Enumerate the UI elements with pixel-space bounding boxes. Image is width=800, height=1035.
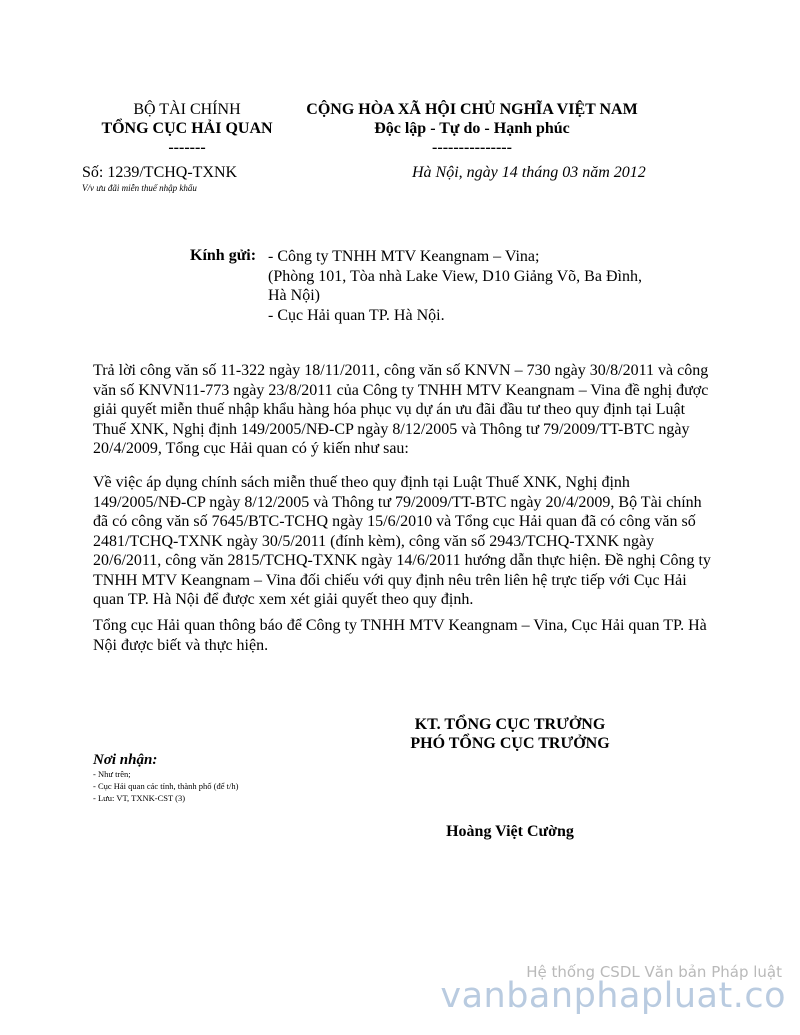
national-header-block <box>292 100 652 157</box>
document-number: Số: 1239/TCHQ-TXNK <box>82 164 238 181</box>
header-left-divider: ------- <box>168 139 206 156</box>
recipient-line: - Công ty TNHH MTV Keangnam – Vina; <box>268 248 540 265</box>
watermark-site: vanbanphapluat.co <box>440 976 786 1016</box>
header-right-divider: --------------- <box>432 139 512 156</box>
distribution-item: - Cục Hải quan các tỉnh, thành phố (để t/h) <box>93 781 239 791</box>
body-paragraph: Tổng cục Hải quan thông báo để Công ty TNHH MTV Keangnam – Vina, Cục Hải quan TP. Hà Nội được biết và thực hiện. <box>93 617 707 654</box>
distribution-item: - Lưu: VT, TXNK-CST (3) <box>93 793 186 803</box>
distribution-item: - Như trên; <box>93 769 131 779</box>
recipients-label: Kính gửi: <box>190 247 257 264</box>
national-motto: Độc lập - Tự do - Hạnh phúc <box>374 120 570 137</box>
signature-title <box>380 715 640 753</box>
body-paragraph: Về việc áp dụng chính sách miễn thuế theo quy định tại Luật Thuế XNK, Nghị định 149/2005/NĐ-CP ngày 8/12/2005 và Thông tư 79/2009/TT-BTC ngày 20/4/2009, Bộ Tài chính đã có công văn số 7645/BTC-TCHQ ngày 15/6/2010 và Tổng cục Hải quan đã có công văn số 2481/TCHQ-TXNK ngày 30/5/2011 (đính kèm), công văn số 2943/TCHQ-TXNK ngày 20/6/2011, công văn 2815/TCHQ-TXNK ngày 14/6/2011 hướng dẫn thực hiện. Đề nghị Công ty TNHH MTV Keangnam – Vina đối chiếu với quy định nêu trên liên hệ trực tiếp với Cục Hải quan TP. Hà Nội để được xem xét giải quyết theo quy định. <box>93 474 711 608</box>
signature-title-line: KT. TỔNG CỤC TRƯỞNG <box>414 716 606 733</box>
ministry-name: BỘ TÀI CHÍNH <box>133 101 241 118</box>
recipients-list <box>268 247 688 325</box>
distribution-title: Nơi nhận: <box>93 752 158 768</box>
watermark-tagline: Hệ thống CSDL Văn bản Pháp luật <box>526 963 782 981</box>
issuing-authority-block <box>82 100 292 157</box>
recipient-line: Hà Nội) <box>268 287 320 304</box>
country-name: CỘNG HÒA XÃ HỘI CHỦ NGHĨA VIỆT NAM <box>306 101 638 118</box>
document-subject: V/v ưu đãi miễn thuế nhập khẩu <box>82 183 197 193</box>
issue-date: Hà Nội, ngày 14 tháng 03 năm 2012 <box>412 164 646 181</box>
signer-name: Hoàng Việt Cường <box>446 823 574 840</box>
department-name: TỔNG CỤC HẢI QUAN <box>101 120 273 137</box>
recipient-line: (Phòng 101, Tòa nhà Lake View, D10 Giảng Võ, Ba Đình, <box>268 267 642 285</box>
body-paragraph: Trả lời công văn số 11-322 ngày 18/11/2011, công văn số KNVN – 730 ngày 30/8/2011 và công văn số KNVN11-773 ngày 23/8/2011 của Công ty TNHH MTV Keangnam – Vina đề nghị được giải quyết miễn thuế nhập khẩu hàng hóa phục vụ dự án ưu đãi đầu tư theo quy định tại Luật Thuế XNK, Nghị định 149/2005/NĐ-CP ngày 8/12/2005 và Thông tư 79/2009/TT-BTC ngày 20/4/2009, Tổng cục Hải quan có ý kiến như sau: <box>93 362 709 457</box>
recipient-line: - Cục Hải quan TP. Hà Nội. <box>268 306 445 324</box>
signature-title-line: PHÓ TỔNG CỤC TRƯỞNG <box>410 735 610 752</box>
distribution-list <box>93 768 238 804</box>
